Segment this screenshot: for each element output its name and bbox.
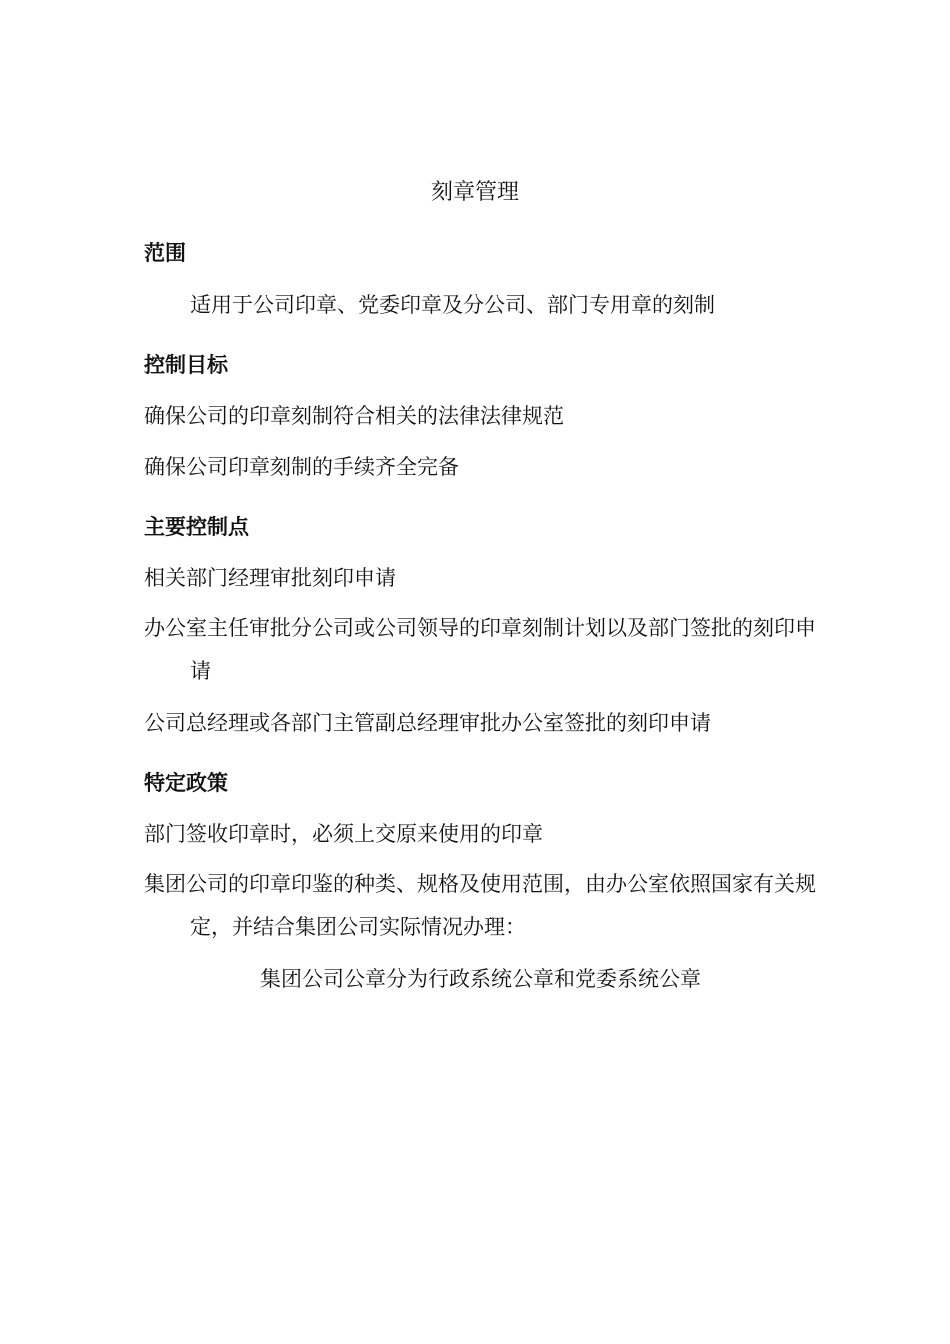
objective-item-1: 确保公司的印章刻制符合相关的法律法律规范 bbox=[144, 404, 564, 428]
policy-item-2: 集团公司的印章印鉴的种类、规格及使用范围，由办公室依照国家有关规定，并结合集团公司实际情况办理： bbox=[144, 872, 816, 939]
section-heading-scope: 范围 bbox=[144, 241, 186, 265]
policy-item-1: 部门签收印章时，必须上交原来使用的印章 bbox=[144, 822, 543, 846]
document-title: 刻章管理 bbox=[430, 180, 519, 205]
section-heading-objectives: 控制目标 bbox=[144, 353, 228, 377]
section-heading-policy: 特定政策 bbox=[144, 771, 228, 795]
control-point-item-3: 公司总经理或各部门主管副总经理审批办公室签批的刻印申请 bbox=[144, 711, 711, 735]
control-point-item-2: 办公室主任审批分公司或公司领导的印章刻制计划以及部门签批的刻印申请 bbox=[144, 616, 816, 683]
control-point-item-1: 相关部门经理审批刻印申请 bbox=[144, 566, 396, 590]
scope-text: 适用于公司印章、党委印章及分公司、部门专用章的刻制 bbox=[190, 293, 715, 317]
objective-item-2: 确保公司印章刻制的手续齐全完备 bbox=[144, 455, 459, 479]
policy-item-3: 集团公司公章分为行政系统公章和党委系统公章 bbox=[260, 967, 701, 991]
section-heading-control-points: 主要控制点 bbox=[144, 515, 249, 539]
